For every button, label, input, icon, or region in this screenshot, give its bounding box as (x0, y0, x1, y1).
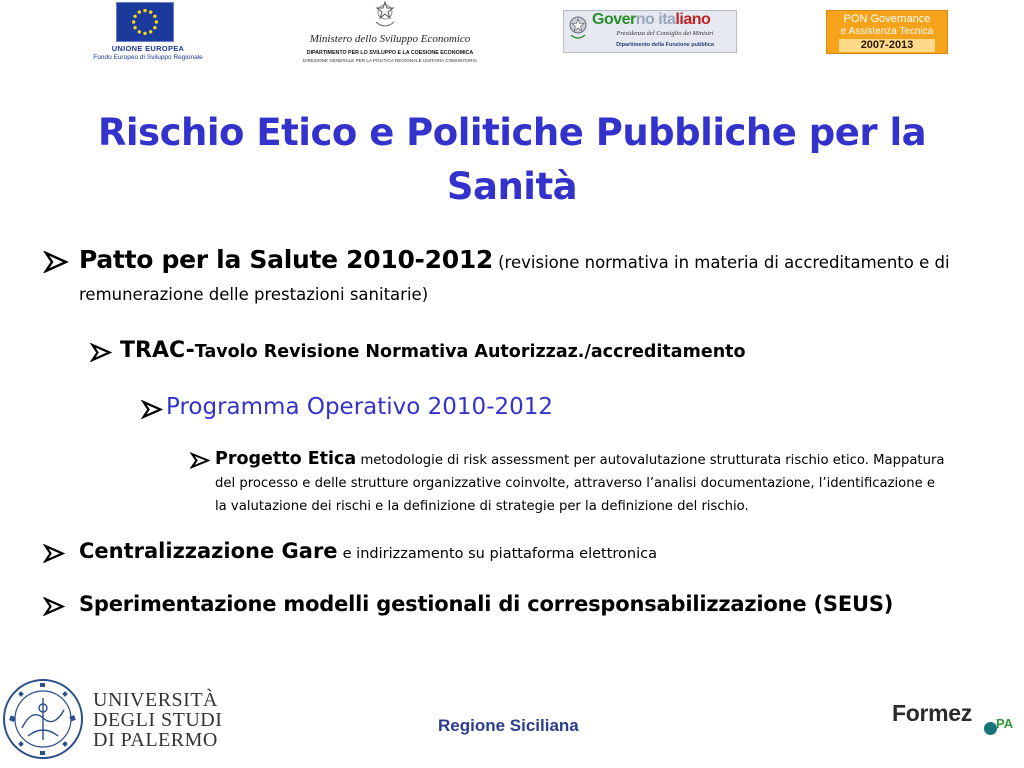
bullet-4-title: Progetto Etica (215, 449, 357, 469)
formez-pa-logo (892, 700, 1022, 740)
eu-label: UNIONE EUROPEA (111, 44, 185, 53)
governo-title: Governo italiano (592, 11, 711, 28)
formez-word: Formez (892, 700, 972, 726)
eu-logo (78, 2, 218, 64)
formez-pa-suffix: PA (996, 716, 1014, 731)
governo-italiano-logo (563, 10, 737, 53)
governo-emblem-icon (567, 14, 589, 42)
bullet-3-text: Programma Operativo 2010-2012 (166, 394, 554, 420)
arrow-bullet-icon (43, 597, 65, 616)
bullet-4-detail: metodologie di risk assessment per autovalutazione strutturata rischio etico. Mappatura del processo e delle strutture organizzative coinvolte, attraverso l’analisi documentazione, l’identificazione e la valutazione dei rischi e la definizione di strategie per la definizione del rischio. (215, 453, 945, 514)
governo-department: Dipartimento della Funzione pubblica (616, 42, 714, 48)
arrow-bullet-icon (43, 251, 69, 273)
bullet-5-title: Centralizzazione Gare (79, 539, 338, 563)
ministry-department: DIPARTIMENTO PER LO SVILUPPO E LA COESIONE ECONOMICA (306, 50, 474, 56)
bullet-1-detail: (revisione normativa in materia di accreditamento e di remunerazione delle prestazioni sanitarie) (79, 253, 950, 304)
arrow-bullet-icon (43, 544, 65, 563)
bullet-2-text: Tavolo Revisione Normativa Autorizzaz./accreditamento (194, 342, 746, 362)
pon-line1: PON Governance (843, 13, 931, 25)
pon-years: 2007-2013 (839, 39, 935, 52)
eu-fund-label: Fondo Europeo di Sviluppo Regionale (93, 54, 203, 61)
bullet-5-text: e indirizzamento su piattaforma elettronica (342, 546, 657, 562)
ministry-logo (300, 0, 480, 70)
bullet-6-text: Sperimentazione modelli gestionali di corresponsabilizzazione (SEUS) (79, 592, 894, 616)
arrow-bullet-icon (90, 343, 112, 362)
university-seal-icon (2, 678, 84, 760)
pon-governance-logo (826, 10, 948, 54)
arrow-bullet-icon (190, 452, 210, 469)
ministry-name: Ministero dello Sviluppo Economico (309, 33, 471, 45)
ministry-direction: DIREZIONE GENERALE PER LA POLITICA REGIONALE UNITARIA COMUNITARIA (303, 58, 477, 63)
footer-region-label: Regione Siciliana (438, 716, 579, 735)
italian-republic-emblem-icon (373, 0, 397, 30)
pon-line2: e Assistenza Tecnica (840, 26, 934, 37)
bullet-2-prefix: TRAC- (120, 338, 195, 363)
eu-flag-icon (116, 2, 174, 42)
governo-subtitle: Presidenza del Consiglio dei Ministri (616, 30, 714, 37)
university-palermo-logo (0, 676, 230, 764)
university-name: UNIVERSITÀ DEGLI STUDI DI PALERMO (93, 689, 223, 751)
arrow-bullet-icon (141, 400, 163, 419)
slide-title: Rischio Etico e Politiche Pubbliche per la Sanità (97, 111, 927, 208)
bullet-1-title: Patto per la Salute 2010-2012 (79, 245, 494, 274)
